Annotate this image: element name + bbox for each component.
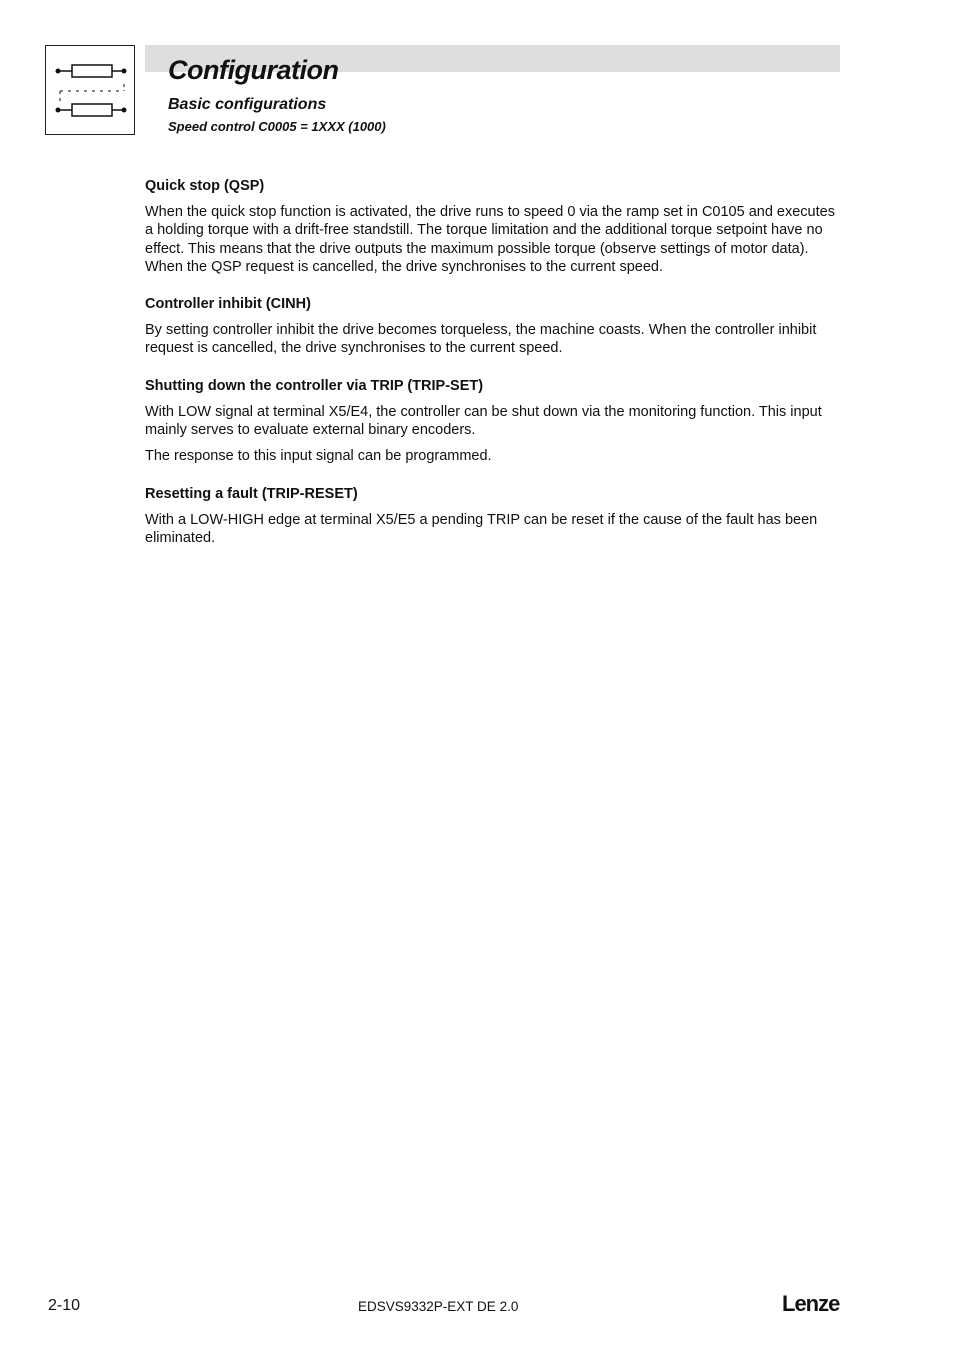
section-paragraph: When the quick stop function is activated, the drive runs to speed 0 via the ramp set in C0105 and executes a holding torque with a drift-free standstill. The torque limitation and the additional torque setpoint have no effect. This means that the drive outputs the maximum possible torque (observe settings of motor data). When the QSP request is cancelled, the drive synchronises to the current speed. — [145, 204, 835, 275]
page-subsubtitle: Speed control C0005 = 1XXX (1000) — [168, 119, 386, 134]
section-paragraph: By setting controller inhibit the drive becomes torqueless, the machine coasts. When the controller inhibit request is cancelled, the drive synchronises to the current speed. — [145, 322, 817, 357]
section-heading: Controller inhibit (CINH) — [145, 296, 311, 313]
section-trip-reset — [145, 484, 842, 548]
lenze-logo: Lenze — [782, 1291, 840, 1316]
section-trip-set — [145, 376, 842, 466]
document-code: EDSVS9332P-EXT DE 2.0 — [358, 1299, 519, 1314]
document-body — [145, 176, 842, 565]
section-heading: Quick stop (QSP) — [145, 178, 265, 194]
section-heading: Shutting down the controller via TRIP (TRIP-SET) — [145, 377, 484, 394]
chapter-icon-box — [45, 45, 135, 135]
configuration-block-diagram-icon — [46, 46, 136, 136]
section-controller-inhibit — [145, 294, 842, 358]
page-subtitle: Basic configurations — [168, 96, 327, 113]
section-paragraph: With LOW signal at terminal X5/E4, the controller can be shut down via the monitoring function. This input mainly serves to evaluate external binary encoders. — [145, 403, 822, 439]
section-paragraph: With a LOW-HIGH edge at terminal X5/E5 a pending TRIP can be reset if the cause of the fault has been eliminated. — [145, 511, 818, 546]
section-heading: Resetting a fault (TRIP-RESET) — [145, 485, 358, 502]
section-paragraph: The response to this input signal can be programmed. — [145, 448, 492, 465]
page-title: Configuration — [168, 55, 339, 85]
page-number: 2-10 — [48, 1297, 81, 1314]
section-quick-stop — [145, 176, 842, 276]
